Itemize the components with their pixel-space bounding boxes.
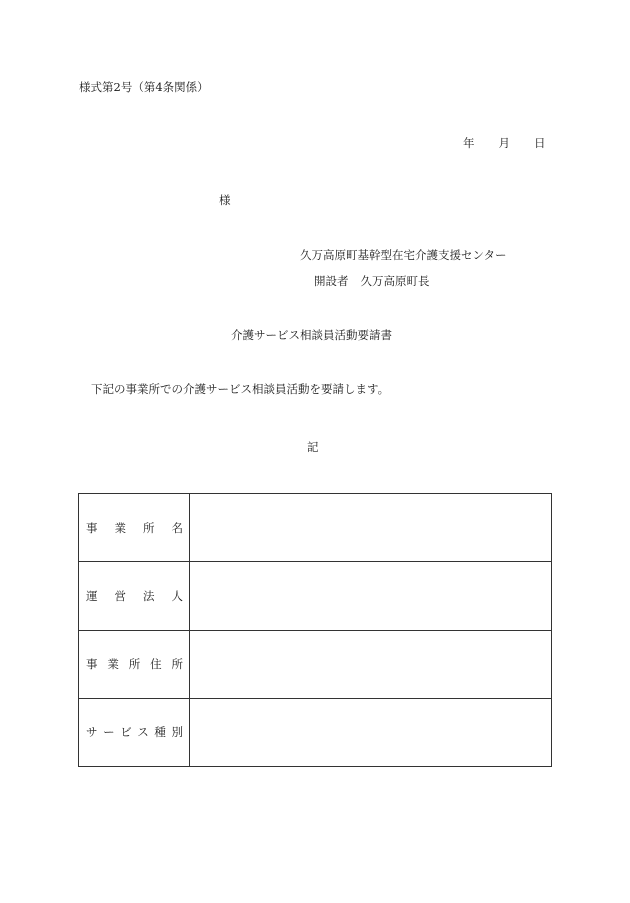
table-row-office-address (79, 630, 552, 698)
info-table (78, 493, 552, 767)
label-char: 事 (86, 657, 98, 672)
recipient-honorific: 様 (219, 193, 231, 207)
year-label: 年 (463, 136, 475, 150)
row-label-office-name (79, 494, 190, 562)
table-row-service-type (79, 698, 552, 766)
document-title: 介護サービス相談員活動要請書 (231, 328, 392, 342)
sender-organization: 久万高原町基幹型在宅介護支援センター (300, 248, 507, 262)
label-char: 業 (114, 520, 126, 535)
row-value-office-name[interactable] (190, 494, 552, 562)
row-label-service-type (79, 698, 190, 766)
label-char: 事 (86, 520, 98, 535)
sender-role-label: 開設者 (314, 274, 349, 288)
label-char: 運 (86, 588, 98, 603)
label-char: 所 (128, 657, 141, 672)
row-value-office-address[interactable] (190, 630, 552, 698)
row-label-office-address (79, 630, 190, 698)
row-value-service-type[interactable] (190, 698, 552, 766)
label-char: ビ (120, 725, 132, 740)
table-row-operating-corporation (79, 562, 552, 630)
row-value-operating-corporation[interactable] (190, 562, 552, 630)
day-label: 日 (534, 136, 546, 150)
label-char: 法 (143, 588, 155, 603)
label-char: ー (103, 725, 115, 740)
label-char: 人 (171, 588, 183, 603)
label-char: 住 (150, 657, 162, 672)
sender-role (314, 276, 430, 288)
label-char: 別 (171, 725, 183, 740)
label-char: 名 (171, 520, 183, 535)
row-label-operating-corporation (79, 562, 190, 630)
label-char: 種 (154, 725, 166, 740)
label-char: サ (86, 725, 98, 740)
label-char: 業 (107, 657, 119, 672)
form-number: 様式第2号（第4条関係） (79, 80, 209, 94)
month-label: 月 (498, 136, 510, 150)
label-char: ス (137, 725, 149, 740)
table-row-office-name (79, 494, 552, 562)
label-char: 所 (143, 520, 155, 535)
label-char: 所 (171, 657, 183, 672)
ki-label: 記 (307, 440, 319, 454)
date-line (463, 138, 546, 150)
body-text: 下記の事業所での介護サービス相談員活動を要請します。 (91, 382, 390, 396)
sender-role-name: 久万高原町長 (360, 274, 430, 288)
label-char: 営 (114, 588, 126, 603)
